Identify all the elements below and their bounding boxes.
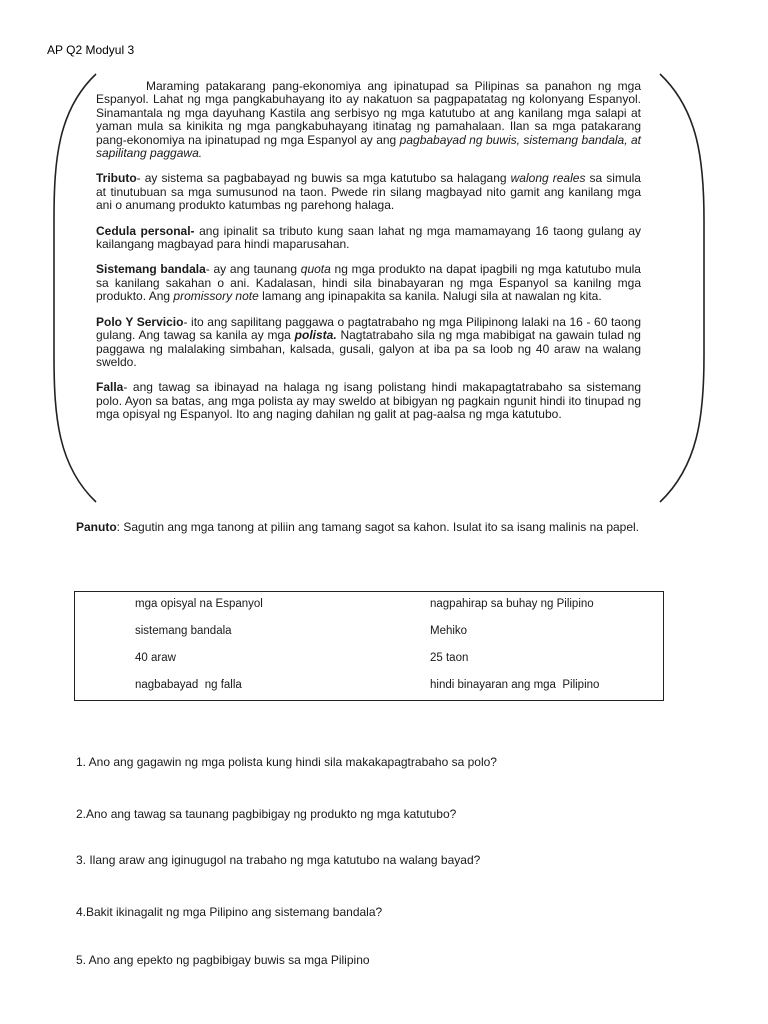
falla-paragraph: Falla- ang tawag sa ibinayad na halaga ng isang polistang hindi makapagtatrabaho sa sistemang polo. Ayon sa batas, ang mga polista ay may sweldo at bibigyan ng pagkain ngunit hindi ito tinupad ng mga opisyal ng Espanyol. Ito ang naging dahilan ng galit at pag-aalsa ng mga katutubo. — [96, 380, 641, 422]
choice-item: Mehiko — [430, 625, 468, 637]
choice-item: 40 araw — [135, 652, 176, 664]
reading-passage — [96, 80, 641, 422]
choice-item: mga opisyal na Espanyol — [135, 598, 263, 610]
choice-item: sistemang bandala — [135, 625, 232, 637]
question-5: 5. Ano ang epekto ng pagbibigay buwis sa mga Pilipino — [76, 953, 370, 967]
answer-choice-grid — [135, 597, 655, 693]
cedula-paragraph: Cedula personal- ang ipinalit sa tributo kung saan lahat ng mga mamamayang 16 taong gulang ay kailangang magbayad para hindi maparusahan. — [96, 223, 642, 252]
answer-choice-box — [74, 591, 664, 701]
intro-paragraph: Maraming patakarang pang-ekonomiya ang ipinatupad sa Pilipinas sa panahon ng mga Espanyol. Lahat ng mga pangkabuhayang ito ay nakatuon sa pagpapatatag ng kolonyang Espanyol. Sinamantala ng mga dayuhang Kastila ang serbisyo ng mga katutubo at ang kanilang mga salapi at yaman mula sa kinikita ng mga pangkabuhayang itinatag ng pamahalaan. Ilan sa mga patakarang pang-ekonomiya na ipinatupad ng mga Espanyol ay ang pagbabayad ng buwis, sistemang bandala, at sapilitang paggawa. — [96, 79, 641, 161]
instructions: Panuto: Sagutin ang mga tanong at piliin ang tamang sagot sa kahon. Isulat ito sa isang malinis na papel. — [76, 520, 640, 534]
choice-item: nagbabayad ng falla — [135, 679, 242, 691]
choice-item: nagpahirap sa buhay ng Pilipino — [430, 598, 594, 610]
question-1: 1. Ano ang gagawin ng mga polista kung hindi sila makakapagtrabaho sa polo? — [76, 755, 497, 769]
document-header: AP Q2 Modyul 3 — [47, 43, 135, 57]
polo-paragraph: Polo Y Servicio- ito ang sapilitang paggawa o pagtatrabaho ng mga Pilipinong lalaki na 16 - 60 taong gulang. Ang tawag sa kanila ay mga polista. Nagtatrabaho sila ng mga mabibigat na gawain tulad ng paggawa ng malalaking simbahan, kalsada, gusali, galyon at iba pa sa loob ng 40 araw na walang sweldo. — [96, 314, 641, 369]
question-4: 4.Bakit ikinagalit ng mga Pilipino ang sistemang bandala? — [76, 905, 383, 919]
tributo-paragraph: Tributo- ay sistema sa pagbabayad ng buwis sa mga katutubo sa halagang walong reales sa simula at tinutubuan sa mga sumusunod na taon. Pwede rin silang magbayad nito gamit ang kanilang mga ani o anumang produkto katumbas ng parehong halaga. — [96, 171, 641, 213]
choice-item: hindi binayaran ang mga Pilipino — [430, 679, 600, 691]
choice-item: 25 taon — [430, 652, 469, 664]
bandala-paragraph: Sistemang bandala- ay ang taunang quota ng mga produkto na dapat ipagbili ng mga katutubo mula sa kanilang sakahan o ani. Kadalasan, hindi sila binabayaran ng mga Espanyol sa kanilng mga produkto. Ang promissory note lamang ang ipinapakita sa kanila. Nalugi sila at nawalan ng kita. — [96, 262, 641, 304]
question-3: 3. Ilang araw ang iginugugol na trabaho ng mga katutubo na walang bayad? — [76, 853, 481, 867]
question-2: 2.Ano ang tawag sa taunang pagbibigay ng produkto ng mga katutubo? — [76, 807, 457, 821]
